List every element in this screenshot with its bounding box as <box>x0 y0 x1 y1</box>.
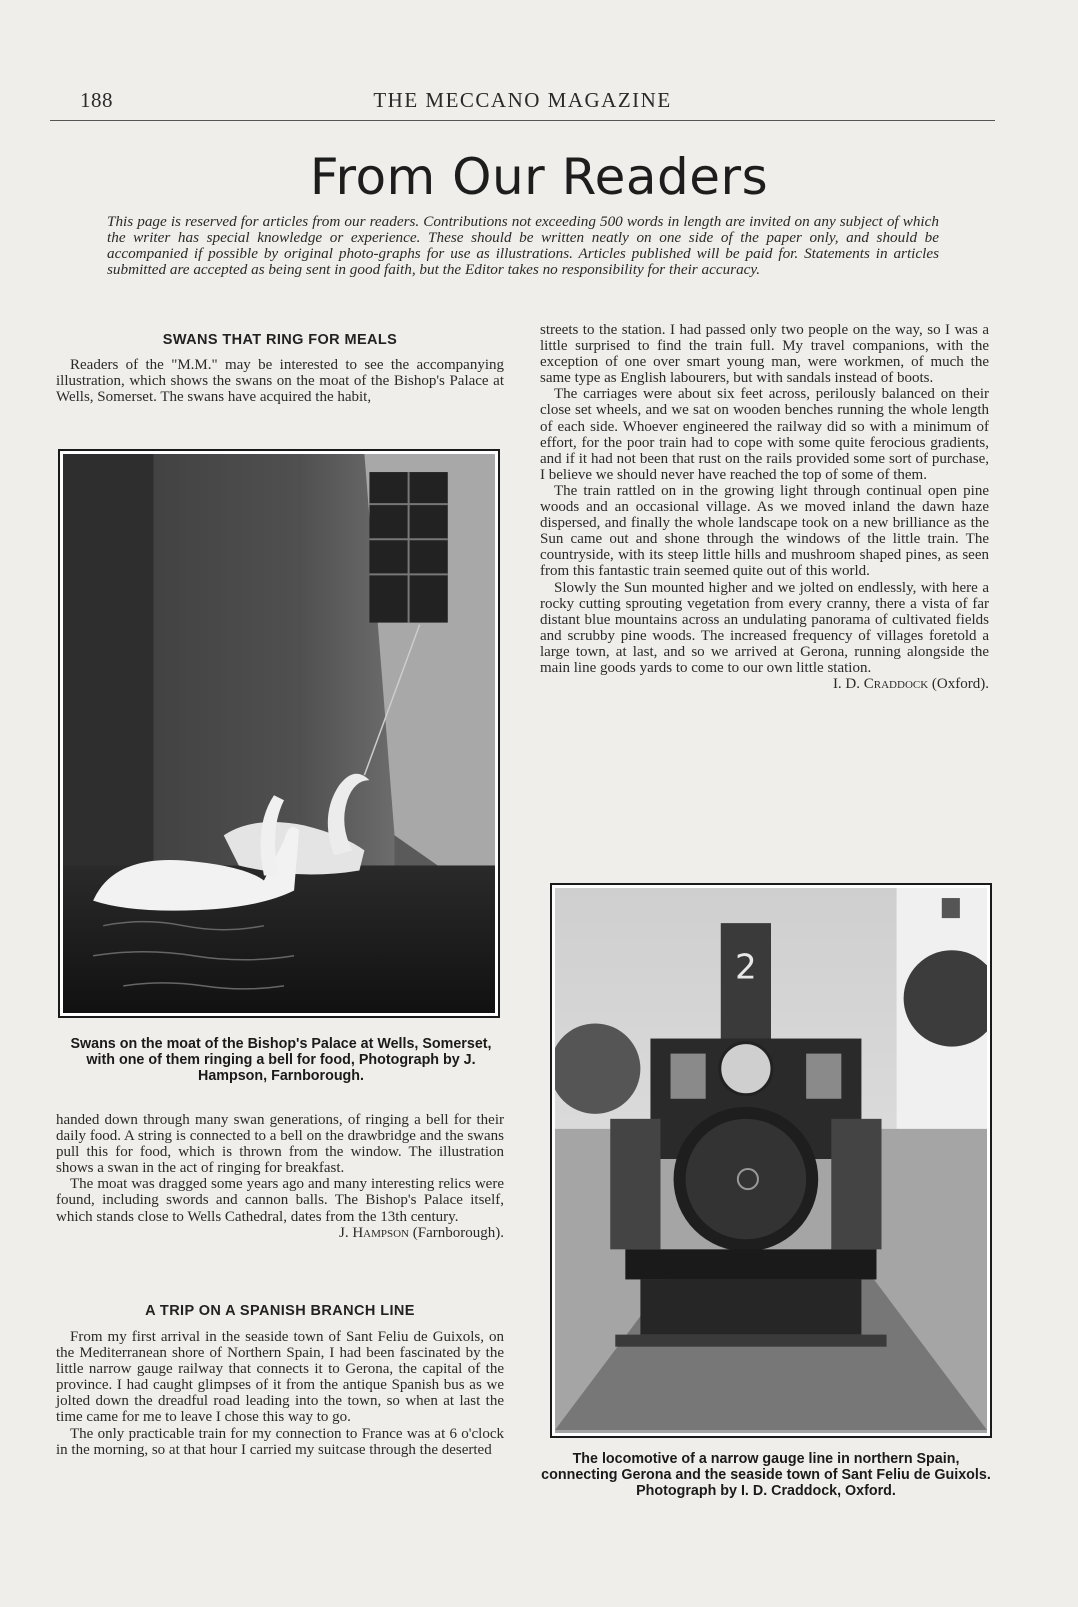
article1-signature <box>56 1225 504 1241</box>
swans-illustration <box>63 454 495 1013</box>
article2-paragraph: Slowly the Sun mounted higher and we jolted on endlessly, with here a rocky cutting sprouting vegetation from every cranny, there a vista of far distant blue mountains across an undulating panorama of cultivated fields and scrubby pine woods. The increased frequency of villages foretold a large town, at last, and so we arrived at Gerona, running alongside the main line goods yards to come to our own little station. <box>540 579 989 676</box>
article2-left-column <box>56 1329 504 1458</box>
article2-paragraph: From my first arrival in the seaside town of Sant Feliu de Guixols, on the Mediterranean shore of Northern Spain, I had been fascinated by the little narrow gauge railway that connects it to Gerona, the capital of the province. I had caught glimpses of it from the antique Spanish bus as we jolted down the dreadful road leading into the town, so when at last the time came for me to leave I chose this way to go. <box>56 1329 504 1426</box>
article1-location: (Farnborough). <box>412 1224 504 1241</box>
article1-heading: SWANS THAT RING FOR MEALS <box>162 332 398 348</box>
article2-paragraph: The carriages were about six feet across, perilously balanced on their close set wheels, and we sat on wooden benches running the whole length of each side. Whoever engineered the railway did so with a minimum of effort, for the poor train had to cope with some quite ferocious gradients, and if it had not been that rust on the rails provided some sort of purchase, I believe we should never have reached the top of some of them. <box>540 386 989 483</box>
locomotive-photo-caption: The locomotive of a narrow gauge line in northern Spain, connecting Gerona and the seaside town of Sant Feliu de Guixols. Photograph by I. D. Craddock, Oxford. <box>541 1451 991 1499</box>
article1-main-column <box>56 1112 504 1241</box>
article1-author: J. Hampson <box>338 1224 410 1241</box>
article2-right-column <box>540 322 989 692</box>
magazine-title: THE MECCANO MAGAZINE <box>373 88 672 112</box>
locomotive-photo <box>550 883 992 1438</box>
article1-paragraph: The moat was dragged some years ago and many interesting relics were found, including swords and cannon balls. The Bishop's Palace itself, which stands close to Wells Cathedral, dates from the 13th century. <box>56 1176 504 1225</box>
article2-paragraph: The only practicable train for my connection to France was at 6 o'clock in the morning, so at that hour I carried my suitcase through the deserted <box>56 1425 504 1458</box>
article2-signature <box>540 676 989 692</box>
intro-text: This page is reserved for articles from our readers. Contributions not exceeding 500 words in length are invited on any subject of which the writer has special knowledge or experience. These should be written neatly on one side of the paper only, and should be accompanied if possible by original photo-graphs for use as illustrations. Articles published will be paid for. Statements in articles submitted are accepted as being sent in good faith, but the Editor takes no responsibility for their accuracy. <box>107 213 939 278</box>
page-number: 188 <box>80 88 113 112</box>
article2-location: (Oxford). <box>931 676 989 693</box>
swans-photo <box>58 449 500 1018</box>
article2-author: I. D. Craddock <box>832 676 929 693</box>
article1-paragraph: Readers of the "M.M." may be interested to see the accompanying illustration, which shows the swans on the moat of the Bishop's Palace at Wells, Somerset. The swans have acquired the habit, <box>56 357 504 406</box>
locomotive-number: 2 <box>735 947 757 988</box>
article2-paragraph: The train rattled on in the growing light through continual open pine woods and an occasional village. As we moved inland the dawn haze dispersed, and finally the whole landscape took on a new brilliance as the Sun came out and shone through the windows of the little train. The countryside, with its steep little hills and mushroom shaped pines, as seen from this fantastic train seemed quite out of this world. <box>540 482 989 580</box>
article2-paragraph: streets to the station. I had passed only two people on the way, so I was a little surprised to find the train full. My travel companions, with the exception of one over smart young man, were workmen, of much the same type as English labourers, but with sandals instead of boots. <box>540 322 989 387</box>
page-header <box>50 88 995 121</box>
article1-intro-column <box>56 357 504 405</box>
swans-photo-caption: Swans on the moat of the Bishop's Palace at Wells, Somerset, with one of them ringing a bell for food, Photograph by J. Hampson, Farnborough. <box>70 1036 492 1084</box>
page-title: From Our Readers <box>309 148 769 206</box>
locomotive-illustration <box>555 888 987 1433</box>
article1-paragraph: handed down through many swan generations, of ringing a bell for their daily food. A string is connected to a bell on the drawbridge and the swans pull this for food, which is thrown from the window. The illustration shows a swan in the act of ringing for breakfast. <box>56 1112 504 1177</box>
article2-heading: A TRIP ON A SPANISH BRANCH LINE <box>145 1303 415 1319</box>
